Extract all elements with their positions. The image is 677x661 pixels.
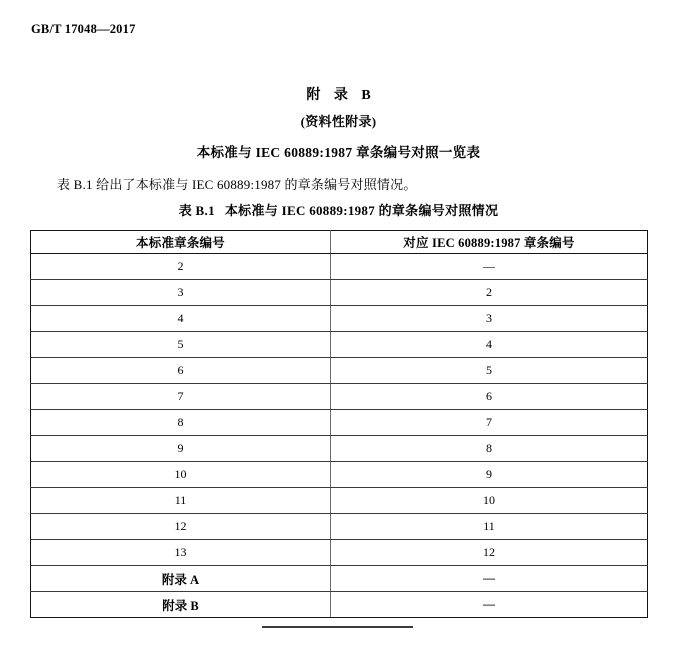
cell-iec-clause: 3 bbox=[331, 306, 648, 332]
cell-iec-clause: 4 bbox=[331, 332, 648, 358]
annex-label: 附 录 B bbox=[306, 88, 376, 103]
cell-iec-clause bbox=[331, 566, 648, 592]
page-header-standard-number: GB/T 17048—2017 bbox=[31, 22, 136, 36]
column-header-iec-clause: 对应 IEC 60889:1987 章条编号 bbox=[331, 231, 648, 254]
clause-comparison-table bbox=[30, 230, 648, 618]
cell-local-clause: 附录 A bbox=[31, 566, 331, 592]
cell-iec-clause: 9 bbox=[331, 462, 648, 488]
table-row bbox=[31, 332, 648, 358]
table-row bbox=[31, 488, 648, 514]
cell-local-clause: 3 bbox=[31, 280, 331, 306]
footer-separator-rule bbox=[262, 626, 413, 628]
table-row bbox=[31, 254, 648, 280]
cell-iec-clause: 8 bbox=[331, 436, 648, 462]
table-row bbox=[31, 462, 648, 488]
cell-iec-clause: 10 bbox=[331, 488, 648, 514]
cell-local-clause: 6 bbox=[31, 358, 331, 384]
intro-paragraph: 表 B.1 给出了本标准与 IEC 60889:1987 的章条编号对照情况。 bbox=[57, 177, 417, 192]
cell-local-clause: 2 bbox=[31, 254, 331, 280]
table-row bbox=[31, 436, 648, 462]
cell-iec-clause: 7 bbox=[331, 410, 648, 436]
table-row bbox=[31, 540, 648, 566]
cell-iec-clause: 5 bbox=[331, 358, 648, 384]
cell-iec-clause: 2 bbox=[331, 280, 648, 306]
table-row bbox=[31, 384, 648, 410]
table-row bbox=[31, 514, 648, 540]
table-row bbox=[31, 306, 648, 332]
table-row bbox=[31, 566, 648, 592]
annex-kind: (资料性附录) bbox=[300, 114, 377, 129]
cell-local-clause: 5 bbox=[31, 332, 331, 358]
table-caption-title: 本标准与 IEC 60889:1987 的章条编号对照情况 bbox=[224, 203, 499, 218]
table-body bbox=[31, 254, 648, 618]
em-dash-placeholder: — bbox=[483, 259, 495, 273]
table-caption-number: 表 B.1 bbox=[178, 203, 215, 218]
annex-title-block bbox=[0, 86, 677, 164]
em-dash-placeholder: — bbox=[483, 571, 495, 585]
table-row bbox=[31, 358, 648, 384]
cell-iec-clause: 11 bbox=[331, 514, 648, 540]
table-header-row bbox=[31, 231, 648, 254]
cell-local-clause: 附录 B bbox=[31, 592, 331, 618]
cell-local-clause: 4 bbox=[31, 306, 331, 332]
cell-local-clause: 8 bbox=[31, 410, 331, 436]
cell-local-clause: 11 bbox=[31, 488, 331, 514]
table-caption bbox=[0, 200, 677, 219]
cell-iec-clause: 12 bbox=[331, 540, 648, 566]
table-row bbox=[31, 410, 648, 436]
em-dash-placeholder: — bbox=[483, 597, 495, 611]
cell-iec-clause: 6 bbox=[331, 384, 648, 410]
annex-heading: 本标准与 IEC 60889:1987 章条编号对照一览表 bbox=[196, 145, 481, 160]
table-row bbox=[31, 592, 648, 618]
cell-local-clause: 10 bbox=[31, 462, 331, 488]
cell-iec-clause bbox=[331, 254, 648, 280]
cell-iec-clause bbox=[331, 592, 648, 618]
cell-local-clause: 7 bbox=[31, 384, 331, 410]
cell-local-clause: 13 bbox=[31, 540, 331, 566]
column-header-local-clause: 本标准章条编号 bbox=[31, 231, 331, 254]
cell-local-clause: 12 bbox=[31, 514, 331, 540]
table-row bbox=[31, 280, 648, 306]
table-header-row-group bbox=[31, 231, 648, 254]
cell-local-clause: 9 bbox=[31, 436, 331, 462]
